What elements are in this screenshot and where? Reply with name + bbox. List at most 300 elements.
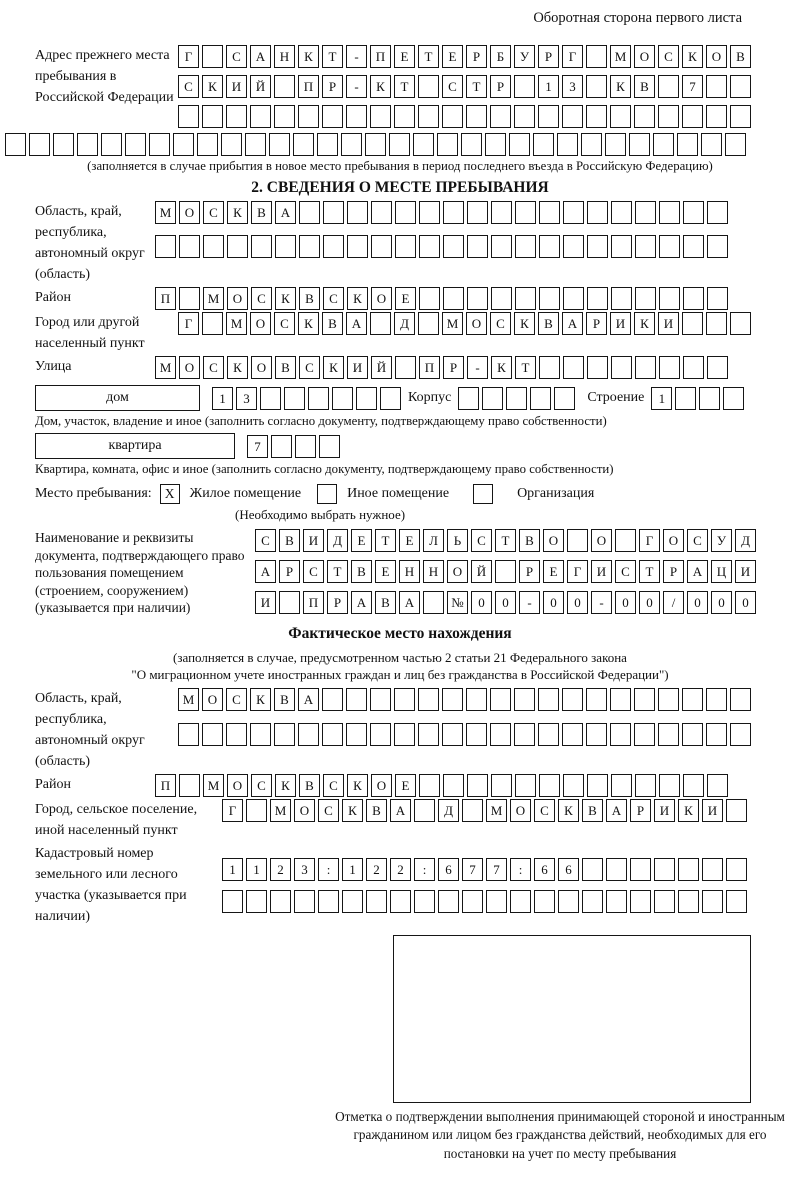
char-cell[interactable]: Е [375,560,396,583]
char-cell[interactable] [683,201,704,224]
char-cell[interactable] [706,105,727,128]
char-cell[interactable] [221,133,242,156]
char-cell[interactable] [581,133,602,156]
char-cell[interactable] [271,435,292,458]
char-cell[interactable] [269,133,290,156]
char-cell[interactable] [587,774,608,797]
char-cell[interactable] [371,235,392,258]
char-cell[interactable]: В [634,75,655,98]
char-cell[interactable] [419,235,440,258]
char-cell[interactable] [178,105,199,128]
char-cell[interactable] [308,387,329,410]
char-cell[interactable]: С [615,560,636,583]
char-cell[interactable]: Т [327,560,348,583]
char-cell[interactable]: С [303,560,324,583]
char-cell[interactable]: К [342,799,363,822]
char-cell[interactable]: М [203,774,224,797]
char-cell[interactable]: В [275,356,296,379]
char-cell[interactable]: С [203,356,224,379]
char-cell[interactable]: С [251,287,272,310]
char-cell[interactable]: И [658,312,679,335]
char-cell[interactable]: Р [538,45,559,68]
char-cell[interactable]: С [226,688,247,711]
char-cell[interactable]: 0 [471,591,492,614]
char-cell[interactable] [461,133,482,156]
char-cell[interactable] [683,235,704,258]
char-cell[interactable] [346,688,367,711]
char-cell[interactable]: А [351,591,372,614]
char-cell[interactable] [538,723,559,746]
char-cell[interactable]: В [375,591,396,614]
char-cell[interactable] [707,356,728,379]
char-cell[interactable] [699,387,720,410]
char-cell[interactable]: В [279,529,300,552]
char-cell[interactable] [322,105,343,128]
char-cell[interactable]: М [203,287,224,310]
char-cell[interactable] [299,201,320,224]
char-cell[interactable] [467,235,488,258]
char-cell[interactable] [245,133,266,156]
char-cell[interactable]: Т [466,75,487,98]
char-cell[interactable] [563,201,584,224]
char-cell[interactable] [491,235,512,258]
char-cell[interactable] [419,774,440,797]
char-cell[interactable] [414,799,435,822]
char-cell[interactable] [515,287,536,310]
char-cell[interactable] [394,688,415,711]
char-cell[interactable]: Д [394,312,415,335]
char-cell[interactable]: А [562,312,583,335]
char-cell[interactable] [442,105,463,128]
char-cell[interactable] [294,890,315,913]
char-cell[interactable]: А [390,799,411,822]
char-cell[interactable]: О [179,356,200,379]
char-cell[interactable]: В [322,312,343,335]
char-cell[interactable] [635,774,656,797]
char-cell[interactable]: М [442,312,463,335]
char-cell[interactable]: Д [438,799,459,822]
char-cell[interactable]: Р [663,560,684,583]
char-cell[interactable] [226,723,247,746]
char-cell[interactable] [179,287,200,310]
char-cell[interactable]: С [299,356,320,379]
char-cell[interactable] [414,890,435,913]
char-cell[interactable] [486,890,507,913]
char-cell[interactable]: В [274,688,295,711]
char-cell[interactable]: А [275,201,296,224]
char-cell[interactable] [659,356,680,379]
char-cell[interactable] [370,723,391,746]
char-cell[interactable]: К [323,356,344,379]
char-cell[interactable] [610,105,631,128]
char-cell[interactable]: Р [519,560,540,583]
char-cell[interactable] [654,858,675,881]
char-cell[interactable] [558,890,579,913]
char-cell[interactable] [682,105,703,128]
char-cell[interactable]: Н [423,560,444,583]
char-cell[interactable]: Р [327,591,348,614]
char-cell[interactable]: 7 [486,858,507,881]
char-cell[interactable]: С [323,287,344,310]
char-cell[interactable]: Т [394,75,415,98]
char-cell[interactable] [366,890,387,913]
char-cell[interactable]: Б [490,45,511,68]
char-cell[interactable] [323,201,344,224]
char-cell[interactable]: Р [279,560,300,583]
char-cell[interactable] [418,105,439,128]
char-cell[interactable] [274,723,295,746]
char-cell[interactable] [658,723,679,746]
char-cell[interactable] [274,105,295,128]
char-cell[interactable] [706,688,727,711]
char-cell[interactable] [299,235,320,258]
char-cell[interactable]: И [702,799,723,822]
char-cell[interactable] [658,688,679,711]
char-cell[interactable]: К [370,75,391,98]
char-cell[interactable]: Д [327,529,348,552]
char-cell[interactable] [203,235,224,258]
char-cell[interactable] [675,387,696,410]
char-cell[interactable] [634,723,655,746]
char-cell[interactable]: О [447,560,468,583]
char-cell[interactable] [490,105,511,128]
char-cell[interactable]: Р [443,356,464,379]
char-cell[interactable] [226,105,247,128]
char-cell[interactable] [534,890,555,913]
char-cell[interactable] [418,723,439,746]
char-cell[interactable]: К [682,45,703,68]
char-cell[interactable]: Е [395,287,416,310]
char-cell[interactable]: М [486,799,507,822]
char-cell[interactable] [706,312,727,335]
char-cell[interactable]: 0 [615,591,636,614]
char-cell[interactable]: К [275,774,296,797]
char-cell[interactable] [332,387,353,410]
char-cell[interactable] [370,105,391,128]
char-cell[interactable]: А [687,560,708,583]
char-cell[interactable]: Ц [711,560,732,583]
char-cell[interactable] [462,799,483,822]
char-cell[interactable] [341,133,362,156]
char-cell[interactable]: П [370,45,391,68]
char-cell[interactable] [293,133,314,156]
char-cell[interactable]: - [346,75,367,98]
char-cell[interactable]: Т [495,529,516,552]
char-cell[interactable] [202,45,223,68]
char-cell[interactable] [514,75,535,98]
char-cell[interactable]: 3 [562,75,583,98]
char-cell[interactable] [365,133,386,156]
char-cell[interactable] [509,133,530,156]
char-cell[interactable]: : [510,858,531,881]
char-cell[interactable]: 7 [247,435,268,458]
char-cell[interactable] [275,235,296,258]
char-cell[interactable] [250,105,271,128]
char-cell[interactable]: О [510,799,531,822]
char-cell[interactable] [587,356,608,379]
char-cell[interactable] [418,312,439,335]
char-cell[interactable]: К [610,75,631,98]
char-cell[interactable] [279,591,300,614]
char-cell[interactable] [682,688,703,711]
char-cell[interactable] [723,387,744,410]
char-cell[interactable] [250,723,271,746]
char-cell[interactable] [563,287,584,310]
char-cell[interactable] [395,235,416,258]
char-cell[interactable] [539,774,560,797]
char-cell[interactable] [730,312,751,335]
char-cell[interactable]: Е [543,560,564,583]
char-cell[interactable]: 3 [236,387,257,410]
char-cell[interactable] [562,723,583,746]
stay-type-checkbox-residential[interactable]: X [160,484,180,504]
char-cell[interactable]: О [251,356,272,379]
char-cell[interactable] [322,688,343,711]
char-cell[interactable] [610,688,631,711]
char-cell[interactable] [485,133,506,156]
char-cell[interactable] [490,688,511,711]
char-cell[interactable] [635,235,656,258]
char-cell[interactable]: В [366,799,387,822]
char-cell[interactable]: В [519,529,540,552]
char-cell[interactable] [125,133,146,156]
char-cell[interactable] [418,75,439,98]
char-cell[interactable]: - [467,356,488,379]
char-cell[interactable]: К [634,312,655,335]
char-cell[interactable] [538,105,559,128]
char-cell[interactable] [635,287,656,310]
char-cell[interactable]: М [610,45,631,68]
char-cell[interactable] [586,105,607,128]
char-cell[interactable] [586,688,607,711]
char-cell[interactable] [682,723,703,746]
char-cell[interactable]: О [294,799,315,822]
char-cell[interactable] [629,133,650,156]
char-cell[interactable] [491,201,512,224]
char-cell[interactable] [683,774,704,797]
char-cell[interactable] [563,356,584,379]
char-cell[interactable]: К [678,799,699,822]
char-cell[interactable] [611,287,632,310]
char-cell[interactable] [563,235,584,258]
char-cell[interactable] [630,858,651,881]
char-cell[interactable]: П [155,774,176,797]
char-cell[interactable]: М [178,688,199,711]
char-cell[interactable] [418,688,439,711]
char-cell[interactable]: О [591,529,612,552]
char-cell[interactable]: С [274,312,295,335]
char-cell[interactable] [395,201,416,224]
char-cell[interactable]: У [711,529,732,552]
char-cell[interactable] [466,723,487,746]
char-cell[interactable] [539,235,560,258]
char-cell[interactable]: 0 [543,591,564,614]
char-cell[interactable]: К [347,774,368,797]
char-cell[interactable] [706,723,727,746]
char-cell[interactable]: С [251,774,272,797]
char-cell[interactable] [419,287,440,310]
char-cell[interactable]: К [298,45,319,68]
char-cell[interactable]: 1 [246,858,267,881]
char-cell[interactable] [53,133,74,156]
char-cell[interactable]: С [490,312,511,335]
char-cell[interactable] [342,890,363,913]
char-cell[interactable]: Г [178,45,199,68]
char-cell[interactable]: Г [222,799,243,822]
char-cell[interactable] [533,133,554,156]
char-cell[interactable]: О [371,774,392,797]
char-cell[interactable] [611,356,632,379]
char-cell[interactable] [346,105,367,128]
char-cell[interactable] [29,133,50,156]
char-cell[interactable]: К [275,287,296,310]
char-cell[interactable] [586,75,607,98]
char-cell[interactable]: - [519,591,540,614]
char-cell[interactable] [246,890,267,913]
char-cell[interactable]: И [255,591,276,614]
char-cell[interactable]: 0 [735,591,756,614]
char-cell[interactable]: 1 [538,75,559,98]
char-cell[interactable] [653,133,674,156]
char-cell[interactable]: О [663,529,684,552]
char-cell[interactable] [442,723,463,746]
char-cell[interactable]: Р [490,75,511,98]
char-cell[interactable] [563,774,584,797]
char-cell[interactable] [611,201,632,224]
char-cell[interactable]: Е [395,774,416,797]
char-cell[interactable]: П [298,75,319,98]
char-cell[interactable]: Р [630,799,651,822]
char-cell[interactable]: 6 [558,858,579,881]
char-cell[interactable] [539,356,560,379]
char-cell[interactable] [539,287,560,310]
char-cell[interactable] [707,201,728,224]
char-cell[interactable] [462,890,483,913]
char-cell[interactable] [155,235,176,258]
char-cell[interactable] [467,774,488,797]
char-cell[interactable]: 2 [366,858,387,881]
char-cell[interactable] [539,201,560,224]
char-cell[interactable] [610,723,631,746]
char-cell[interactable] [246,799,267,822]
char-cell[interactable] [380,387,401,410]
char-cell[interactable]: Г [567,560,588,583]
char-cell[interactable] [510,890,531,913]
char-cell[interactable]: В [582,799,603,822]
char-cell[interactable]: Т [322,45,343,68]
char-cell[interactable]: С [687,529,708,552]
char-cell[interactable]: / [663,591,684,614]
char-cell[interactable]: П [155,287,176,310]
char-cell[interactable] [683,356,704,379]
char-cell[interactable] [443,235,464,258]
char-cell[interactable]: 0 [711,591,732,614]
char-cell[interactable]: К [227,356,248,379]
char-cell[interactable] [298,105,319,128]
char-cell[interactable] [630,890,651,913]
char-cell[interactable]: 7 [462,858,483,881]
char-cell[interactable]: 2 [270,858,291,881]
char-cell[interactable] [635,356,656,379]
char-cell[interactable] [615,529,636,552]
char-cell[interactable]: Т [515,356,536,379]
char-cell[interactable]: М [270,799,291,822]
char-cell[interactable]: 3 [294,858,315,881]
char-cell[interactable] [538,688,559,711]
char-cell[interactable] [702,890,723,913]
char-cell[interactable] [443,287,464,310]
char-cell[interactable]: А [255,560,276,583]
char-cell[interactable]: А [298,688,319,711]
char-cell[interactable] [707,235,728,258]
char-cell[interactable] [222,890,243,913]
char-cell[interactable] [654,890,675,913]
char-cell[interactable] [706,75,727,98]
char-cell[interactable]: Т [418,45,439,68]
char-cell[interactable]: Р [586,312,607,335]
char-cell[interactable]: Е [394,45,415,68]
char-cell[interactable] [530,387,551,410]
char-cell[interactable] [413,133,434,156]
char-cell[interactable] [726,799,747,822]
char-cell[interactable]: 0 [495,591,516,614]
char-cell[interactable]: С [534,799,555,822]
char-cell[interactable]: П [419,356,440,379]
char-cell[interactable] [659,287,680,310]
char-cell[interactable] [605,133,626,156]
char-cell[interactable]: Е [351,529,372,552]
char-cell[interactable]: 1 [222,858,243,881]
char-cell[interactable] [567,529,588,552]
char-cell[interactable] [515,235,536,258]
char-cell[interactable] [557,133,578,156]
char-cell[interactable] [423,591,444,614]
char-cell[interactable] [587,201,608,224]
char-cell[interactable] [347,201,368,224]
char-cell[interactable] [178,723,199,746]
char-cell[interactable]: С [323,774,344,797]
char-cell[interactable]: О [179,201,200,224]
char-cell[interactable] [437,133,458,156]
char-cell[interactable] [317,133,338,156]
char-cell[interactable]: М [155,356,176,379]
char-cell[interactable]: Й [371,356,392,379]
char-cell[interactable]: И [226,75,247,98]
char-cell[interactable] [707,287,728,310]
char-cell[interactable]: Е [442,45,463,68]
char-cell[interactable] [586,723,607,746]
char-cell[interactable]: В [730,45,751,68]
char-cell[interactable] [260,387,281,410]
char-cell[interactable]: И [654,799,675,822]
char-cell[interactable] [514,723,535,746]
char-cell[interactable] [586,45,607,68]
char-cell[interactable]: Н [399,560,420,583]
char-cell[interactable]: 1 [651,387,672,410]
char-cell[interactable]: Р [466,45,487,68]
char-cell[interactable]: И [347,356,368,379]
char-cell[interactable] [634,688,655,711]
char-cell[interactable] [514,105,535,128]
char-cell[interactable] [371,201,392,224]
char-cell[interactable] [658,75,679,98]
char-cell[interactable]: 7 [682,75,703,98]
char-cell[interactable]: С [442,75,463,98]
char-cell[interactable] [491,774,512,797]
char-cell[interactable] [582,858,603,881]
char-cell[interactable] [659,235,680,258]
char-cell[interactable] [394,105,415,128]
